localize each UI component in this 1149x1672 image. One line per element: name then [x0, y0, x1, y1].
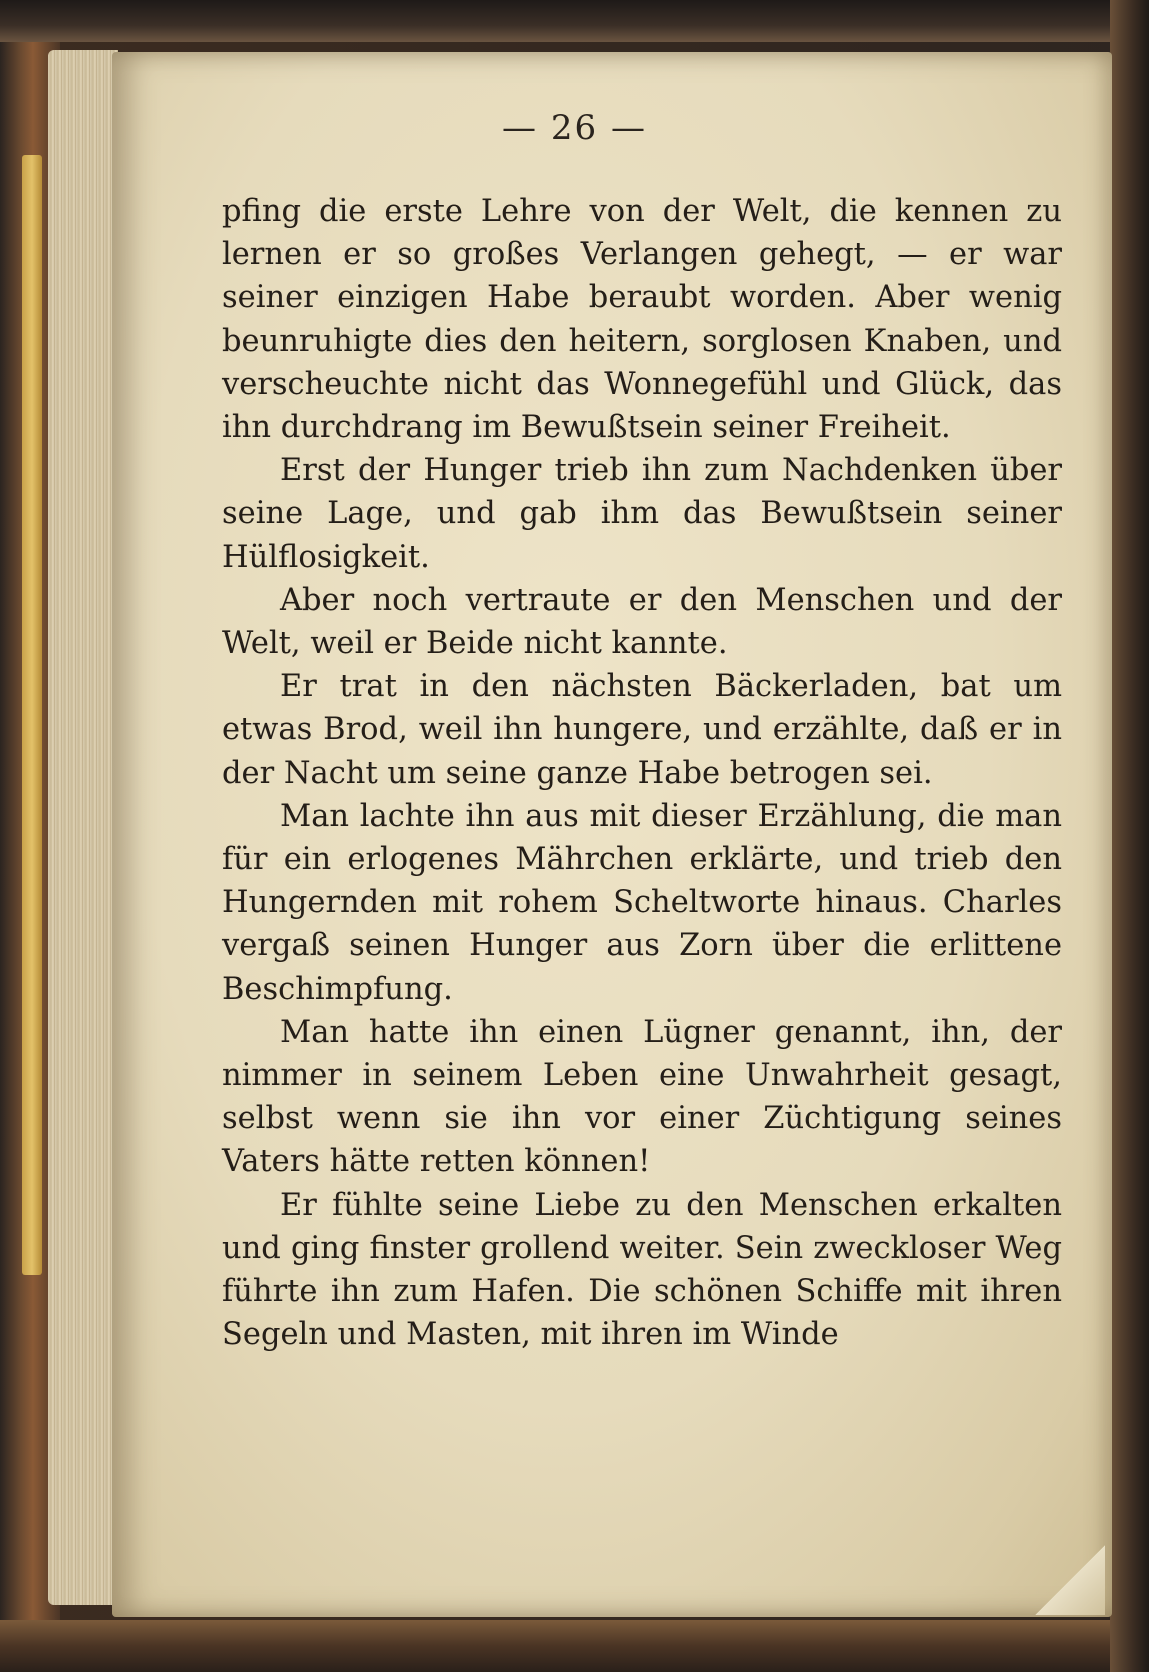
page-number-value: 26	[550, 108, 599, 148]
paragraph: pfing die erste Lehre von der Welt, die kennen zu lernen er so großes Verlangen gehegt, — er war seiner einzigen Habe beraubt worden. Aber wenig beunruhigte dies den heitern, sorglosen Knaben, und verscheuchte nicht das Wonnegefühl und Glück, das ihn durchdrang im Bewußtsein seiner Freiheit.	[222, 194, 1062, 446]
page-number	[0, 108, 1149, 148]
body-text	[222, 190, 1062, 1356]
page-number-dash-right: —	[610, 108, 647, 148]
paragraph: Er fühlte seine Liebe zu den Menschen erkalten und ging finster grollend weiter. Sein zweckloser Weg führte ihn zum Hafen. Die schönen Schiffe mit ihren Segeln und Masten, mit ihren im Winde	[222, 1187, 1062, 1353]
paragraph: Man lachte ihn aus mit dieser Erzählung, die man für ein erlogenes Mährchen erklärte, und trieb den Hungernden mit rohem Scheltworte hinaus. Charles vergaß seinen Hunger aus Zorn über die erlittene Beschimpfung.	[222, 798, 1062, 1007]
book-cover-bottom-edge	[0, 1620, 1149, 1672]
book-cover-top-edge	[0, 0, 1149, 42]
page-corner-curl	[1035, 1545, 1105, 1615]
paragraph: Erst der Hunger trieb ihn zum Nachdenken über seine Lage, und gab ihm das Bewußtsein seiner Hülflosigkeit.	[222, 453, 1062, 575]
page-stack-edge	[48, 50, 118, 1605]
binding-strip	[22, 155, 42, 1275]
paragraph: Er trat in den nächsten Bäckerladen, bat um etwas Brod, weil ihn hungere, und erzählte, daß er in der Nacht um seine ganze Habe betrogen sei.	[222, 669, 1062, 791]
paragraph: Man hatte ihn einen Lügner genannt, ihn, der nimmer in seinem Leben eine Unwahrheit gesagt, selbst wenn sie ihn vor einer Züchtigung seines Vaters hätte retten können!	[222, 1014, 1062, 1180]
page-number-dash-left: —	[502, 108, 539, 148]
book-cover-right-edge	[1110, 0, 1149, 1672]
paragraph: Aber noch vertraute er den Menschen und der Welt, weil er Beide nicht kannte.	[222, 582, 1062, 662]
